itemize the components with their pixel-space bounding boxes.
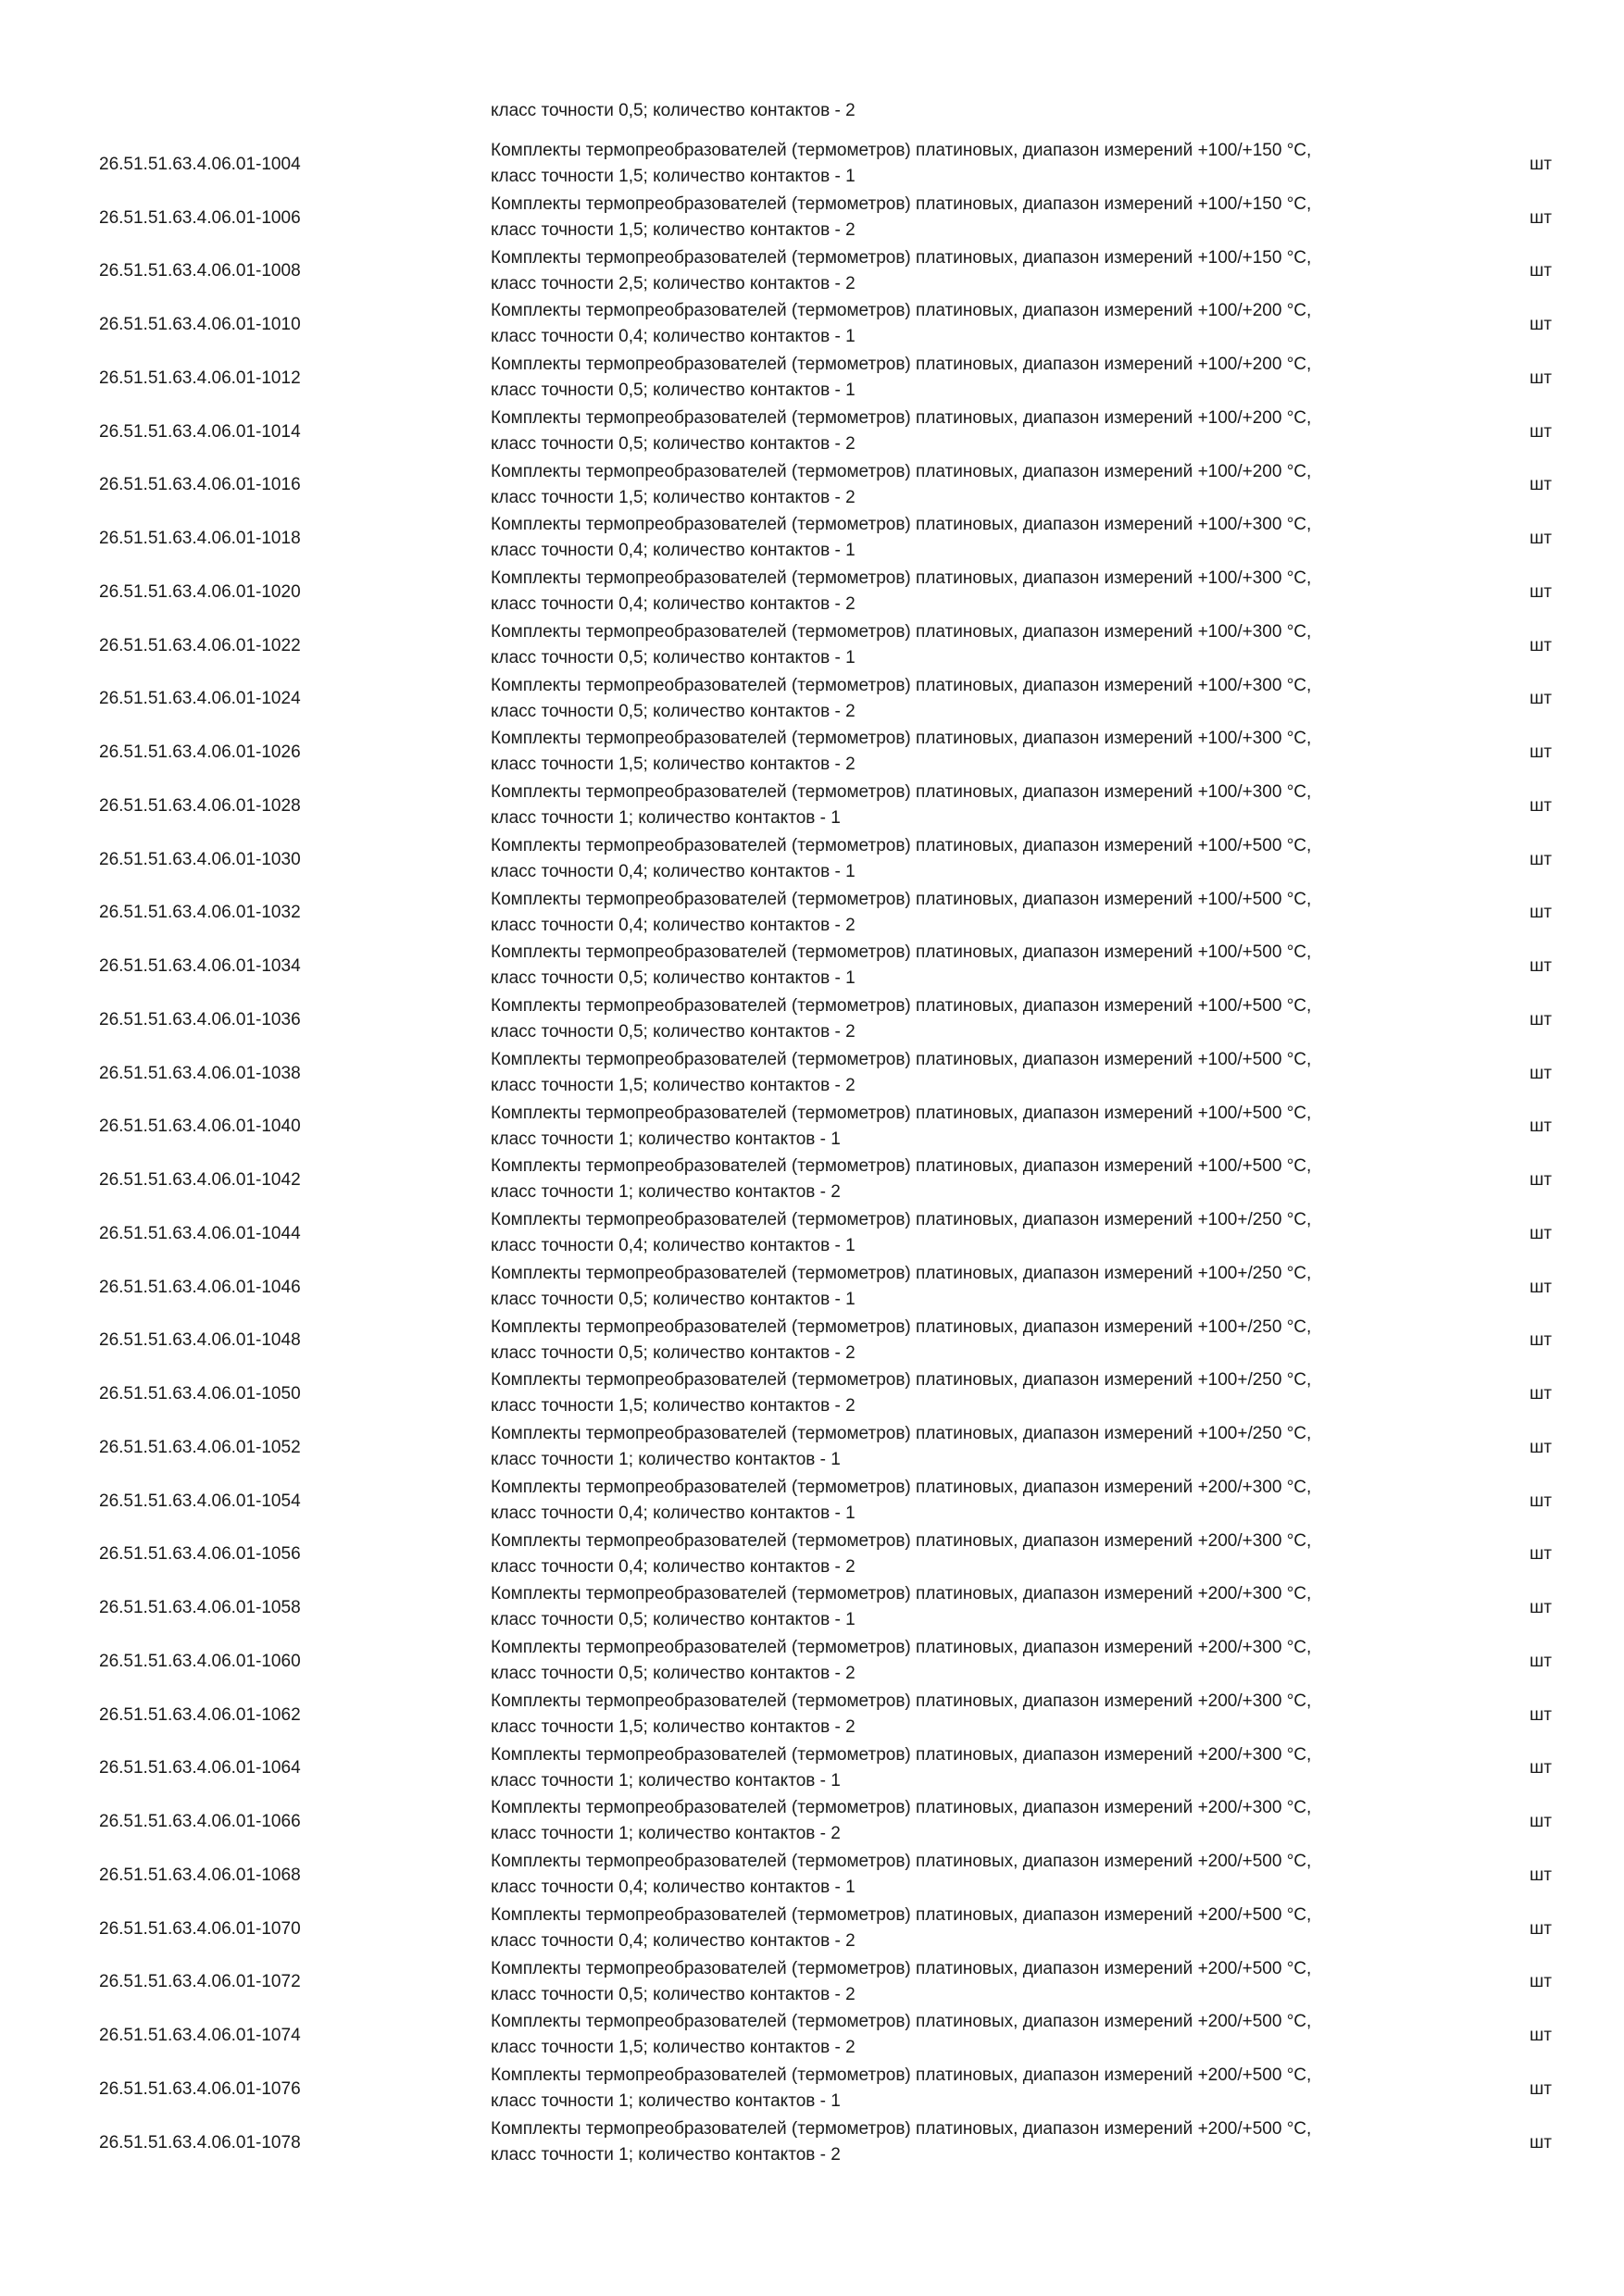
description-line-1: Комплекты термопреобразователей (термометров) платиновых, диапазон измерений +100/+500 °С,: [491, 889, 1312, 909]
table-row: [0, 1581, 1624, 1635]
resource-code: 26.51.51.63.4.06.01-1006: [99, 207, 301, 228]
description-line-2: класс точности 0,5; количество контактов - 1: [491, 968, 856, 989]
unit-of-measure: шт: [1530, 1651, 1552, 1671]
table-row: [0, 2116, 1624, 2170]
resource-code: 26.51.51.63.4.06.01-1022: [99, 635, 301, 655]
unit-of-measure: шт: [1530, 2078, 1552, 2099]
table-row: [0, 1742, 1624, 1796]
resource-description: [491, 1367, 1435, 1419]
resource-description: [491, 298, 1435, 350]
unit-of-measure: шт: [1530, 207, 1552, 228]
resource-table: [0, 138, 1624, 2170]
description-line-2: класс точности 1,5; количество контактов - 2: [491, 1396, 856, 1416]
resource-description: [491, 2116, 1435, 2168]
resource-code: 26.51.51.63.4.06.01-1078: [99, 2132, 301, 2152]
resource-description: [491, 726, 1435, 778]
unit-of-measure: шт: [1530, 315, 1552, 335]
resource-description: [491, 1903, 1435, 1954]
resource-code: 26.51.51.63.4.06.01-1070: [99, 1918, 301, 1939]
description-line-2: класс точности 0,5; количество контактов - 2: [491, 433, 856, 454]
table-row: [0, 2063, 1624, 2116]
description-line-2: класс точности 1; количество контактов - 2: [491, 1824, 841, 1844]
resource-code: 26.51.51.63.4.06.01-1034: [99, 956, 301, 977]
table-row: [0, 138, 1624, 192]
description-line-1: Комплекты термопреобразователей (термометров) платиновых, диапазон измерений +200/+300 °С,: [491, 1477, 1312, 1497]
description-line-1: Комплекты термопреобразователей (термометров) платиновых, диапазон измерений +100/+300 °С,: [491, 675, 1312, 695]
resource-description: [491, 1795, 1435, 1847]
description-line-1: Комплекты термопреобразователей (термометров) платиновых, диапазон измерений +100/+300 °С,: [491, 621, 1312, 642]
description-line-1: Комплекты термопреобразователей (термометров) платиновых, диапазон измерений +200/+300 °С,: [491, 1691, 1312, 1711]
resource-description: [491, 1261, 1435, 1313]
resource-code: 26.51.51.63.4.06.01-1072: [99, 1972, 301, 1992]
table-row: [0, 1529, 1624, 1582]
unit-of-measure: шт: [1530, 1437, 1552, 1457]
description-line-1: Комплекты термопреобразователей (термометров) платиновых, диапазон измерений +200/+300 °С,: [491, 1744, 1312, 1765]
description-line-2: класс точности 1,5; количество контактов - 1: [491, 167, 856, 186]
resource-code: 26.51.51.63.4.06.01-1066: [99, 1812, 301, 1832]
description-line-1: Комплекты термопреобразователей (термометров) платиновых, диапазон измерений +100/+150 °С,: [491, 141, 1312, 160]
resource-description: [491, 1581, 1435, 1633]
description-line-1: Комплекты термопреобразователей (термометров) платиновых, диапазон измерений +200/+500 °С,: [491, 1852, 1312, 1871]
description-line-1: Комплекты термопреобразователей (термометров) платиновых, диапазон измерений +100/+200 °С,: [491, 355, 1312, 374]
table-row: [0, 352, 1624, 406]
table-row: [0, 673, 1624, 727]
description-line-2: класс точности 0,5; количество контактов - 1: [491, 1610, 856, 1630]
resource-code: 26.51.51.63.4.06.01-1076: [99, 2078, 301, 2099]
resource-description: [491, 619, 1435, 671]
description-line-2: класс точности 0,5; количество контактов - 2: [491, 1664, 856, 1683]
description-line-2: класс точности 0,4; количество контактов - 2: [491, 594, 856, 614]
description-line-1: Комплекты термопреобразователей (термометров) платиновых, диапазон измерений +100+/250 °С,: [491, 1424, 1312, 1443]
table-row: [0, 619, 1624, 673]
description-line-2: класс точности 1; количество контактов - 2: [491, 2144, 841, 2165]
resource-code: 26.51.51.63.4.06.01-1042: [99, 1170, 301, 1191]
resource-description: [491, 245, 1435, 297]
resource-description: [491, 1315, 1435, 1366]
table-row: [0, 245, 1624, 299]
unit-of-measure: шт: [1530, 795, 1552, 816]
unit-of-measure: шт: [1530, 1865, 1552, 1885]
description-line-2: класс точности 1,5; количество контактов - 2: [491, 1716, 856, 1737]
resource-description: [491, 1154, 1435, 1205]
unit-of-measure: шт: [1530, 1812, 1552, 1832]
table-row: [0, 1635, 1624, 1689]
description-line-2: класс точности 0,5; количество контактов - 2: [491, 701, 856, 721]
description-line-1: Комплекты термопреобразователей (термометров) платиновых, диапазон измерений +100/+300 °С,: [491, 729, 1312, 749]
resource-description: [491, 1956, 1435, 2008]
unit-of-measure: шт: [1530, 1330, 1552, 1351]
unit-of-measure: шт: [1530, 1491, 1552, 1511]
continuation-line: класс точности 0,5; количество контактов - 2: [491, 101, 856, 120]
description-line-1: Комплекты термопреобразователей (термометров) платиновых, диапазон измерений +100/+200 °С,: [491, 461, 1312, 481]
description-line-1: Комплекты термопреобразователей (термометров) платиновых, диапазон измерений +200/+500 °С,: [491, 1904, 1312, 1925]
table-row: [0, 1315, 1624, 1368]
table-row: [0, 1367, 1624, 1421]
resource-code: 26.51.51.63.4.06.01-1026: [99, 742, 301, 763]
unit-of-measure: шт: [1530, 1223, 1552, 1243]
description-line-2: класс точности 0,4; количество контактов - 1: [491, 1236, 856, 1255]
description-line-2: класс точности 0,4; количество контактов - 1: [491, 1503, 856, 1523]
table-row: [0, 1795, 1624, 1849]
unit-of-measure: шт: [1530, 742, 1552, 763]
description-line-2: класс точности 0,4; количество контактов - 1: [491, 327, 856, 347]
table-row: [0, 940, 1624, 993]
table-row: [0, 1047, 1624, 1101]
resource-code: 26.51.51.63.4.06.01-1024: [99, 689, 301, 709]
resource-description: [491, 406, 1435, 457]
unit-of-measure: шт: [1530, 689, 1552, 709]
resource-code: 26.51.51.63.4.06.01-1050: [99, 1384, 301, 1404]
resource-code: 26.51.51.63.4.06.01-1046: [99, 1277, 301, 1297]
unit-of-measure: шт: [1530, 1009, 1552, 1029]
resource-description: [491, 940, 1435, 992]
resource-code: 26.51.51.63.4.06.01-1056: [99, 1544, 301, 1565]
table-row: [0, 1903, 1624, 1956]
table-row: [0, 192, 1624, 245]
table-row: [0, 993, 1624, 1047]
table-row: [0, 512, 1624, 566]
unit-of-measure: шт: [1530, 154, 1552, 174]
resource-description: [491, 1047, 1435, 1099]
table-row: [0, 566, 1624, 619]
resource-description: [491, 1635, 1435, 1687]
resource-description: [491, 673, 1435, 725]
unit-of-measure: шт: [1530, 2026, 1552, 2046]
unit-of-measure: шт: [1530, 1544, 1552, 1565]
unit-of-measure: шт: [1530, 1277, 1552, 1297]
resource-code: 26.51.51.63.4.06.01-1004: [99, 154, 301, 174]
resource-description: [491, 566, 1435, 618]
resource-code: 26.51.51.63.4.06.01-1036: [99, 1009, 301, 1029]
unit-of-measure: шт: [1530, 1918, 1552, 1939]
unit-of-measure: шт: [1530, 1758, 1552, 1778]
description-line-1: Комплекты термопреобразователей (термометров) платиновых, диапазон измерений +100/+150 °С,: [491, 247, 1312, 268]
description-line-2: класс точности 0,4; количество контактов - 1: [491, 541, 856, 561]
table-row: [0, 1421, 1624, 1475]
table-row: [0, 726, 1624, 780]
resource-code: 26.51.51.63.4.06.01-1008: [99, 261, 301, 281]
resource-description: [491, 2009, 1435, 2061]
table-row: [0, 1207, 1624, 1261]
resource-description: [491, 993, 1435, 1045]
description-line-1: Комплекты термопреобразователей (термометров) платиновых, диапазон измерений +200/+500 °С,: [491, 2012, 1312, 2032]
resource-code: 26.51.51.63.4.06.01-1028: [99, 795, 301, 816]
resource-description: [491, 352, 1435, 404]
table-row: [0, 780, 1624, 833]
unit-of-measure: шт: [1530, 849, 1552, 869]
description-line-2: класс точности 0,5; количество контактов - 1: [491, 647, 856, 668]
resource-code: 26.51.51.63.4.06.01-1052: [99, 1437, 301, 1457]
resource-description: [491, 1689, 1435, 1741]
resource-code: 26.51.51.63.4.06.01-1064: [99, 1758, 301, 1778]
unit-of-measure: шт: [1530, 956, 1552, 977]
unit-of-measure: шт: [1530, 261, 1552, 281]
unit-of-measure: шт: [1530, 1117, 1552, 1137]
description-line-1: Комплекты термопреобразователей (термометров) платиновых, диапазон измерений +200/+300 °С,: [491, 1638, 1312, 1657]
description-line-2: класс точности 0,5; количество контактов - 1: [491, 1289, 856, 1309]
table-row: [0, 1261, 1624, 1315]
unit-of-measure: шт: [1530, 1384, 1552, 1404]
description-line-2: класс точности 1; количество контактов - 1: [491, 808, 841, 828]
description-line-1: Комплекты термопреобразователей (термометров) платиновых, диапазон измерений +100/+150 °С,: [491, 193, 1312, 214]
unit-of-measure: шт: [1530, 581, 1552, 602]
resource-description: [491, 1742, 1435, 1794]
table-row: [0, 887, 1624, 941]
resource-description: [491, 512, 1435, 564]
resource-code: 26.51.51.63.4.06.01-1048: [99, 1330, 301, 1351]
unit-of-measure: шт: [1530, 1063, 1552, 1083]
description-line-2: класс точности 1; количество контактов - 1: [491, 1770, 841, 1791]
description-line-2: класс точности 0,5; количество контактов - 2: [491, 1022, 856, 1042]
resource-description: [491, 1101, 1435, 1153]
table-row: [0, 1689, 1624, 1742]
description-line-2: класс точности 1,5; количество контактов - 2: [491, 755, 856, 775]
description-line-2: класс точности 2,5; количество контактов - 2: [491, 273, 856, 293]
resource-description: [491, 138, 1435, 190]
resource-code: 26.51.51.63.4.06.01-1016: [99, 475, 301, 495]
resource-description: [491, 1475, 1435, 1527]
resource-description: [491, 1529, 1435, 1580]
description-line-1: Комплекты термопреобразователей (термометров) платиновых, диапазон измерений +200/+500 °С,: [491, 2118, 1312, 2139]
resource-code: 26.51.51.63.4.06.01-1054: [99, 1491, 301, 1511]
description-line-1: Комплекты термопреобразователей (термометров) платиновых, диапазон измерений +100/+200 °С,: [491, 301, 1312, 321]
resource-code: 26.51.51.63.4.06.01-1040: [99, 1117, 301, 1137]
description-line-1: Комплекты термопреобразователей (термометров) платиновых, диапазон измерений +200/+300 °С,: [491, 1798, 1312, 1818]
resource-code: 26.51.51.63.4.06.01-1068: [99, 1865, 301, 1885]
description-line-2: класс точности 0,4; количество контактов - 1: [491, 861, 856, 881]
description-line-1: Комплекты термопреобразователей (термометров) платиновых, диапазон измерений +100/+500 °С,: [491, 996, 1312, 1016]
description-line-1: Комплекты термопреобразователей (термометров) платиновых, диапазон измерений +100+/250 °С,: [491, 1210, 1312, 1229]
unit-of-measure: шт: [1530, 1972, 1552, 1992]
description-line-2: класс точности 1; количество контактов - 2: [491, 1182, 841, 1203]
table-row: [0, 1101, 1624, 1154]
resource-code: 26.51.51.63.4.06.01-1038: [99, 1063, 301, 1083]
table-row: [0, 1849, 1624, 1903]
resource-description: [491, 459, 1435, 511]
description-line-2: класс точности 0,4; количество контактов - 2: [491, 915, 856, 935]
unit-of-measure: шт: [1530, 903, 1552, 923]
description-line-1: Комплекты термопреобразователей (термометров) платиновых, диапазон измерений +200/+300 °С,: [491, 1584, 1312, 1604]
resource-description: [491, 1849, 1435, 1901]
description-line-2: класс точности 1,5; количество контактов - 2: [491, 219, 856, 240]
description-line-1: Комплекты термопреобразователей (термометров) платиновых, диапазон измерений +100/+300 °С,: [491, 782, 1312, 802]
description-line-2: класс точности 1; количество контактов - 1: [491, 2091, 841, 2111]
table-row: [0, 406, 1624, 459]
description-line-1: Комплекты термопреобразователей (термометров) платиновых, диапазон измерений +100/+200 °С,: [491, 407, 1312, 428]
description-line-1: Комплекты термопреобразователей (термометров) платиновых, диапазон измерений +100+/250 °С,: [491, 1316, 1312, 1337]
unit-of-measure: шт: [1530, 1170, 1552, 1191]
description-line-2: класс точности 1,5; количество контактов - 2: [491, 487, 856, 507]
description-line-1: Комплекты термопреобразователей (термометров) платиновых, диапазон измерений +100/+300 °С,: [491, 515, 1312, 535]
resource-code: 26.51.51.63.4.06.01-1020: [99, 581, 301, 602]
description-line-2: класс точности 0,4; количество контактов - 1: [491, 1878, 856, 1897]
resource-description: [491, 1207, 1435, 1259]
description-line-1: Комплекты термопреобразователей (термометров) платиновых, диапазон измерений +100/+500 °С,: [491, 1103, 1312, 1123]
description-line-1: Комплекты термопреобразователей (термометров) платиновых, диапазон измерений +200/+500 °С,: [491, 2065, 1312, 2085]
description-line-2: класс точности 1,5; количество контактов - 2: [491, 1075, 856, 1095]
description-line-2: класс точности 1; количество контактов - 1: [491, 1450, 841, 1469]
description-line-1: Комплекты термопреобразователей (термометров) платиновых, диапазон измерений +200/+500 °С,: [491, 1958, 1312, 1978]
description-line-2: класс точности 0,4; количество контактов - 2: [491, 1556, 856, 1577]
description-line-2: класс точности 0,5; количество контактов - 2: [491, 1342, 856, 1363]
description-line-1: Комплекты термопреобразователей (термометров) платиновых, диапазон измерений +100+/250 °С,: [491, 1370, 1312, 1391]
description-line-1: Комплекты термопреобразователей (термометров) платиновых, диапазон измерений +100/+500 °С,: [491, 835, 1312, 855]
table-row: [0, 1956, 1624, 2010]
unit-of-measure: шт: [1530, 368, 1552, 388]
table-row: [0, 298, 1624, 352]
description-line-2: класс точности 1,5; количество контактов - 2: [491, 2038, 856, 2058]
description-line-1: Комплекты термопреобразователей (термометров) платиновых, диапазон измерений +100/+500 °С,: [491, 1049, 1312, 1069]
table-row: [0, 1475, 1624, 1529]
description-line-2: класс точности 0,5; количество контактов - 1: [491, 381, 856, 400]
resource-code: 26.51.51.63.4.06.01-1018: [99, 529, 301, 549]
resource-code: 26.51.51.63.4.06.01-1060: [99, 1651, 301, 1671]
unit-of-measure: шт: [1530, 1598, 1552, 1618]
resource-description: [491, 1421, 1435, 1473]
resource-code: 26.51.51.63.4.06.01-1074: [99, 2026, 301, 2046]
resource-description: [491, 2063, 1435, 2115]
resource-code: 26.51.51.63.4.06.01-1012: [99, 368, 301, 388]
unit-of-measure: шт: [1530, 421, 1552, 442]
resource-code: 26.51.51.63.4.06.01-1032: [99, 903, 301, 923]
resource-description: [491, 833, 1435, 885]
description-line-1: Комплекты термопреобразователей (термометров) платиновых, диапазон измерений +100/+500 °С,: [491, 1156, 1312, 1177]
unit-of-measure: шт: [1530, 1704, 1552, 1725]
resource-description: [491, 780, 1435, 831]
description-line-1: Комплекты термопреобразователей (термометров) платиновых, диапазон измерений +100+/250 °С,: [491, 1263, 1312, 1283]
unit-of-measure: шт: [1530, 2132, 1552, 2152]
resource-code: 26.51.51.63.4.06.01-1044: [99, 1223, 301, 1243]
table-row: [0, 2009, 1624, 2063]
table-row: [0, 459, 1624, 513]
resource-code: 26.51.51.63.4.06.01-1014: [99, 421, 301, 442]
description-line-1: Комплекты термопреобразователей (термометров) платиновых, диапазон измерений +100/+500 °С,: [491, 942, 1312, 963]
table-row: [0, 1154, 1624, 1207]
unit-of-measure: шт: [1530, 529, 1552, 549]
table-row: [0, 833, 1624, 887]
description-line-2: класс точности 1; количество контактов - 1: [491, 1129, 841, 1149]
unit-of-measure: шт: [1530, 635, 1552, 655]
unit-of-measure: шт: [1530, 475, 1552, 495]
description-line-1: Комплекты термопреобразователей (термометров) платиновых, диапазон измерений +200/+300 °С,: [491, 1530, 1312, 1551]
resource-code: 26.51.51.63.4.06.01-1010: [99, 315, 301, 335]
resource-code: 26.51.51.63.4.06.01-1058: [99, 1598, 301, 1618]
description-line-2: класс точности 0,5; количество контактов - 2: [491, 1984, 856, 2004]
description-line-1: Комплекты термопреобразователей (термометров) платиновых, диапазон измерений +100/+300 °С,: [491, 568, 1312, 588]
description-line-2: класс точности 0,4; количество контактов - 2: [491, 1930, 856, 1951]
resource-description: [491, 192, 1435, 243]
resource-description: [491, 887, 1435, 939]
resource-code: 26.51.51.63.4.06.01-1030: [99, 849, 301, 869]
resource-code: 26.51.51.63.4.06.01-1062: [99, 1704, 301, 1725]
